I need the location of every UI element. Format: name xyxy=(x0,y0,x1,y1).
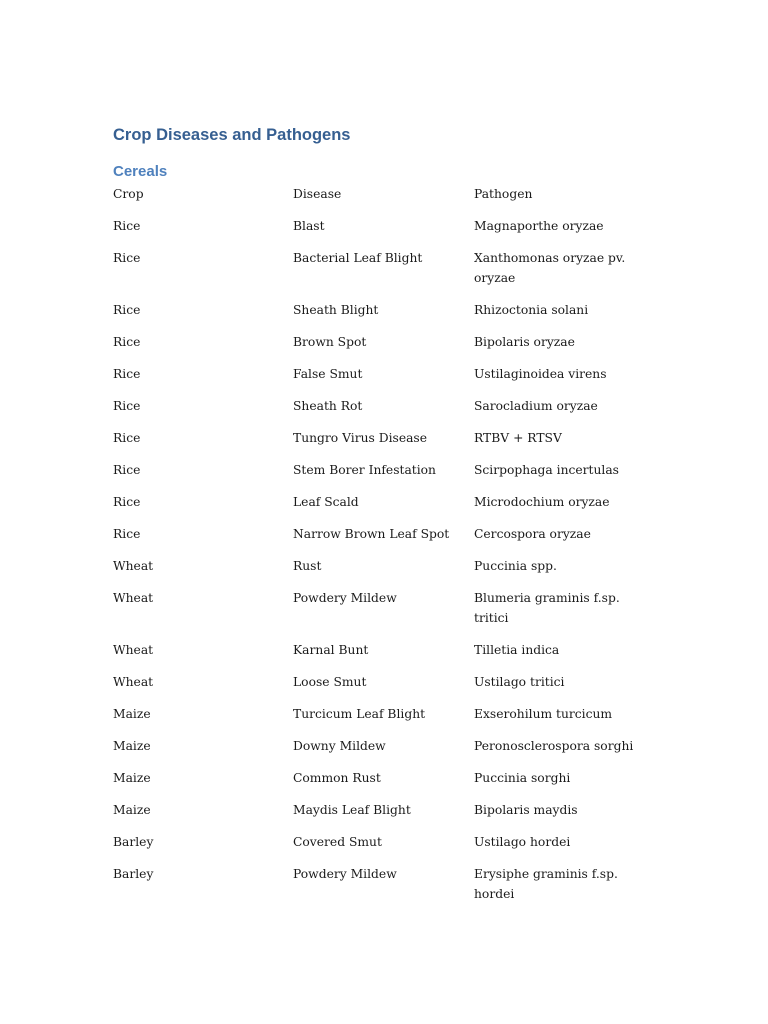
table-row xyxy=(113,768,655,800)
cell-pathogen: Erysiphe graminis f.sp. hordei xyxy=(474,867,618,901)
table-row xyxy=(113,364,655,396)
cell-crop: Rice xyxy=(113,399,141,413)
table-header-row xyxy=(113,184,655,216)
table-row xyxy=(113,800,655,832)
cell-crop: Rice xyxy=(113,431,141,445)
cell-disease: Narrow Brown Leaf Spot xyxy=(293,527,450,541)
cell-pathogen: Blumeria graminis f.sp. tritici xyxy=(474,591,620,625)
header-pathogen: Pathogen xyxy=(474,187,533,201)
cell-crop: Wheat xyxy=(113,559,154,573)
cell-disease: Maydis Leaf Blight xyxy=(293,803,411,817)
table-row xyxy=(113,672,655,704)
crop-disease-table xyxy=(113,184,655,916)
cell-crop: Rice xyxy=(113,527,141,541)
cell-disease: Tungro Virus Disease xyxy=(293,431,428,445)
cell-disease: Powdery Mildew xyxy=(293,591,397,605)
cell-pathogen: Puccinia spp. xyxy=(474,559,557,573)
cell-pathogen: Ustilago hordei xyxy=(474,835,571,849)
table-row xyxy=(113,460,655,492)
cell-disease: Rust xyxy=(293,559,322,573)
cell-disease: Blast xyxy=(293,219,325,233)
cell-crop: Rice xyxy=(113,463,141,477)
cell-crop: Maize xyxy=(113,739,151,753)
cell-disease: Brown Spot xyxy=(293,335,367,349)
cell-crop: Maize xyxy=(113,707,151,721)
cell-pathogen: Peronosclerospora sorghi xyxy=(474,739,634,753)
cell-pathogen: Ustilago tritici xyxy=(474,675,565,689)
cell-disease: Turcicum Leaf Blight xyxy=(293,707,426,721)
cell-crop: Rice xyxy=(113,367,141,381)
cell-disease: Leaf Scald xyxy=(293,495,359,509)
table-row xyxy=(113,864,655,916)
cell-disease: Sheath Rot xyxy=(293,399,363,413)
table-row xyxy=(113,492,655,524)
cell-disease: Common Rust xyxy=(293,771,381,785)
cell-pathogen: Rhizoctonia solani xyxy=(474,303,589,317)
cell-disease: Bacterial Leaf Blight xyxy=(293,251,423,265)
cell-pathogen: Sarocladium oryzae xyxy=(474,399,598,413)
table-row xyxy=(113,704,655,736)
cell-pathogen: Tilletia indica xyxy=(474,643,560,657)
cell-pathogen: Ustilaginoidea virens xyxy=(474,367,607,381)
cell-pathogen: Cercospora oryzae xyxy=(474,527,591,541)
table-row xyxy=(113,216,655,248)
crop-disease-table-body xyxy=(113,184,655,916)
cell-pathogen: Xanthomonas oryzae pv. oryzae xyxy=(474,251,626,285)
document-title: Crop Diseases and Pathogens xyxy=(113,126,351,144)
table-row xyxy=(113,428,655,460)
cell-crop: Rice xyxy=(113,495,141,509)
cell-pathogen: Puccinia sorghi xyxy=(474,771,571,785)
cell-crop: Wheat xyxy=(113,643,154,657)
cell-pathogen: RTBV + RTSV xyxy=(474,431,562,445)
cell-crop: Maize xyxy=(113,803,151,817)
table-row xyxy=(113,736,655,768)
table-row xyxy=(113,832,655,864)
table-row xyxy=(113,300,655,332)
cell-crop: Wheat xyxy=(113,591,154,605)
cell-crop: Barley xyxy=(113,867,154,881)
table-row xyxy=(113,588,655,640)
cell-pathogen: Exserohilum turcicum xyxy=(474,707,613,721)
table-row xyxy=(113,524,655,556)
cell-pathogen: Bipolaris maydis xyxy=(474,803,578,817)
cell-crop: Rice xyxy=(113,303,141,317)
header-disease: Disease xyxy=(293,187,342,201)
table-row xyxy=(113,396,655,428)
table-row xyxy=(113,248,655,300)
table-row xyxy=(113,556,655,588)
cell-disease: Covered Smut xyxy=(293,835,382,849)
cell-crop: Wheat xyxy=(113,675,154,689)
section-heading-cereals: Cereals xyxy=(113,163,168,180)
cell-disease: Karnal Bunt xyxy=(293,643,369,657)
cell-crop: Rice xyxy=(113,251,141,265)
cell-disease: False Smut xyxy=(293,367,363,381)
header-crop: Crop xyxy=(113,187,144,201)
cell-disease: Downy Mildew xyxy=(293,739,386,753)
cell-crop: Rice xyxy=(113,219,141,233)
cell-disease: Sheath Blight xyxy=(293,303,379,317)
cell-pathogen: Microdochium oryzae xyxy=(474,495,610,509)
cell-crop: Rice xyxy=(113,335,141,349)
cell-disease: Loose Smut xyxy=(293,675,367,689)
cell-pathogen: Magnaporthe oryzae xyxy=(474,219,604,233)
cell-pathogen: Scirpophaga incertulas xyxy=(474,463,619,477)
cell-disease: Stem Borer Infestation xyxy=(293,463,436,477)
cell-pathogen: Bipolaris oryzae xyxy=(474,335,575,349)
cell-crop: Maize xyxy=(113,771,151,785)
cell-crop: Barley xyxy=(113,835,154,849)
table-row xyxy=(113,640,655,672)
cell-disease: Powdery Mildew xyxy=(293,867,397,881)
table-row xyxy=(113,332,655,364)
